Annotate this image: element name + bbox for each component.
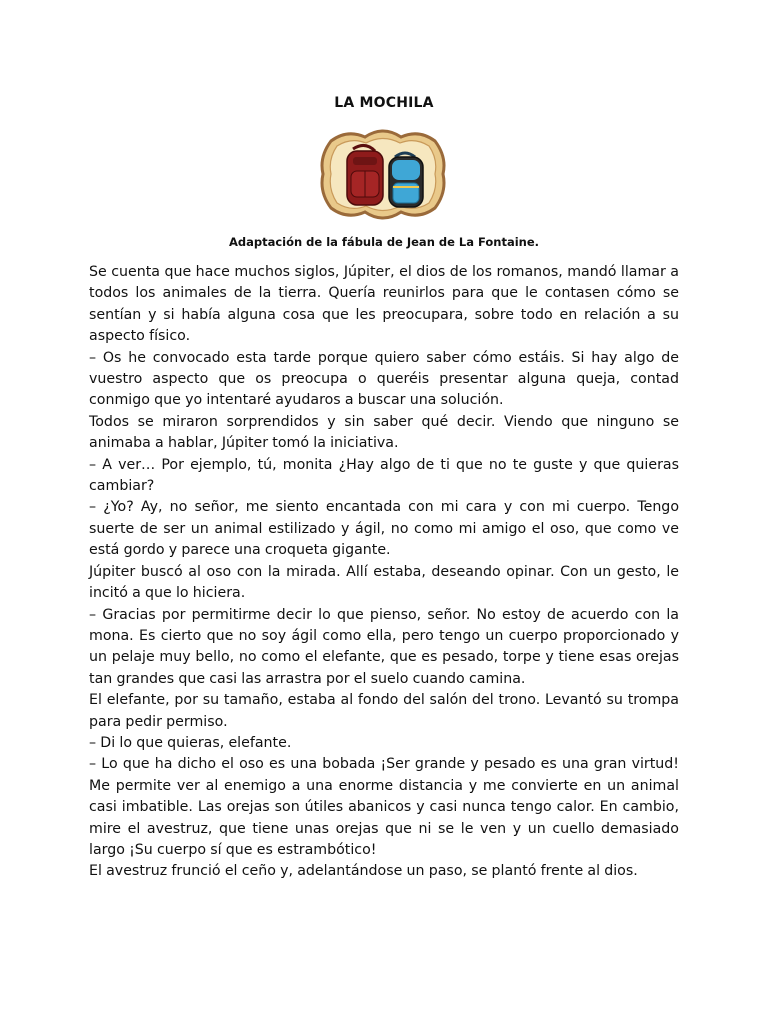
story-text [89,262,679,883]
paragraph: – A ver… Por ejemplo, tú, monita ¿Hay algo de ti que no te guste y que quieras cambiar? [89,456,679,495]
paragraph: – ¿Yo? Ay, no señor, me siento encantada con mi cara y con mi cuerpo. Tengo suerte de ser un animal estilizado y ágil, no como mi amigo el oso, que como ve está gordo y parece una croqueta gigante. [89,499,679,559]
paragraph: – Os he convocado esta tarde porque quiero saber cómo estáis. Si hay algo de vuestro aspecto que os preocupa o queréis presentar alguna queja, contad conmigo que yo intentaré ayudaros a buscar una solución. [89,349,679,409]
paragraph: Júpiter buscó al oso con la mirada. Allí estaba, deseando opinar. Con un gesto, le incitó a que lo hiciera. [89,563,679,602]
paragraph: – Di lo que quieras, elefante. [89,734,292,751]
paragraph: – Gracias por permitirme decir lo que pienso, señor. No estoy de acuerdo con la mona. Es cierto que no soy ágil como ella, pero tengo un cuerpo proporcionado y un pelaje muy bello, no como el elefante, que es pesado, torpe y tiene esas orejas tan grandes que casi las arrastra por el suelo cuando camina. [89,606,679,687]
backpacks-illustration [317,127,449,222]
document-title: LA MOCHILA [334,95,434,111]
paragraph: El avestruz frunció el ceño y, adelantándose un paso, se plantó frente al dios. [89,863,638,880]
paragraph: Se cuenta que hace muchos siglos, Júpiter, el dios de los romanos, mandó llamar a todos los animales de la tierra. Quería reunirlos para que le contasen cómo se sentían y si había alguna cosa que les preocupara, sobre todo en relación a su aspecto físico. [89,264,679,345]
paragraph: Todos se miraron sorprendidos y sin saber qué decir. Viendo que ninguno se animaba a hablar, Júpiter tomó la iniciativa. [89,413,679,452]
document-subtitle: Adaptación de la fábula de Jean de La Fontaine. [228,235,540,249]
red-backpack-icon [347,145,383,205]
blue-backpack-icon [389,153,423,207]
paragraph: – Lo que ha dicho el oso es una bobada ¡Ser grande y pesado es una gran virtud! Me permite ver al enemigo a una enorme distancia y me convierte en un animal casi imbatible. Las orejas son útiles abanicos y casi nunca tengo calor. En cambio, mire el avestruz, que tiene unas orejas que ni se le ven y un cuello demasiado largo ¡Su cuerpo sí que es estrambótico! [89,756,679,858]
paragraph: El elefante, por su tamaño, estaba al fondo del salón del trono. Levantó su trompa para pedir permiso. [89,692,679,730]
